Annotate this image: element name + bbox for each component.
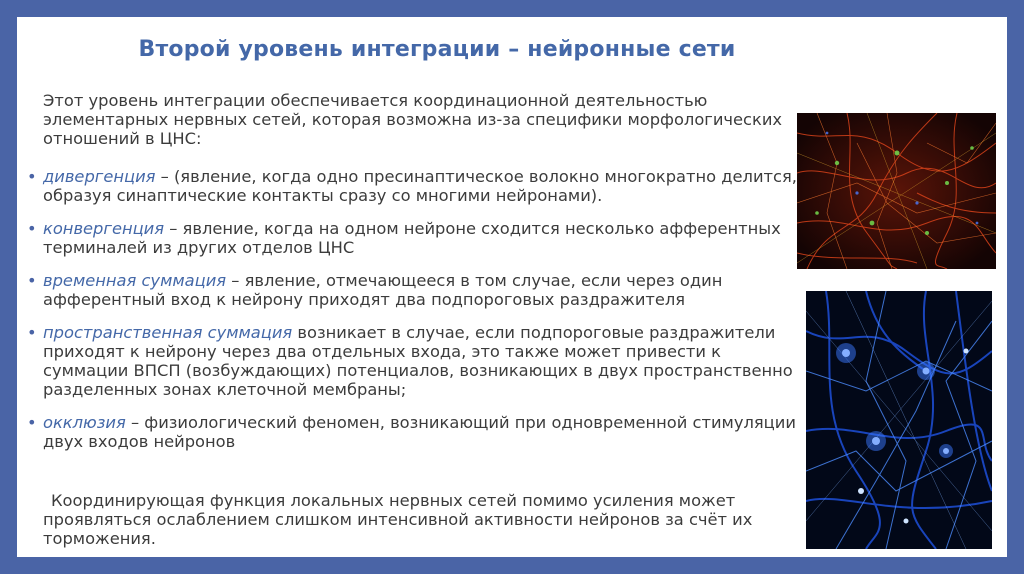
bullet-convergence xyxy=(27,219,807,257)
bullet-term: дивергенция xyxy=(43,167,156,186)
bullet-list xyxy=(27,167,807,465)
intro-paragraph: Этот уровень интеграции обеспечивается координационной деятельностью элементарных нервных сетей, которая возможна из-за специфики морфологических отношений в ЦНС: xyxy=(43,91,783,148)
bullet-term: временная суммация xyxy=(43,271,227,290)
bullet-text: – явление, отмечающееся в том случае, если через один афферентный вход к нейрону приходят два подпороговых раздражителя xyxy=(43,271,723,309)
bullet-occlusion xyxy=(27,413,807,451)
closing-paragraph: Координирующая функция локальных нервных сетей помимо усиления может проявляться ослаблением слишком интенсивной активности нейронов за счёт их торможения. xyxy=(43,491,753,548)
bullet-text: возникает в случае, если подпороговые раздражители приходят к нейрону через два отдельных входа, это также может привести к суммации ВПСП (возбуждающих) потенциалов, возникающих в двух пространственно разделенных зонах клеточной мембраны; xyxy=(43,323,793,399)
bullet-divergence xyxy=(27,167,807,205)
slide xyxy=(17,17,1007,557)
bullet-text: – явление, когда на одном нейроне сходится несколько афферентных терминалей из других отделов ЦНС xyxy=(43,219,781,257)
bullet-text: – физиологический феномен, возникающий при одновременной стимуляции двух входов нейронов xyxy=(43,413,796,451)
neuron-network-blue-image xyxy=(806,291,992,549)
bullet-term: конвергенция xyxy=(43,219,165,238)
bullet-temporal-summation xyxy=(27,271,807,309)
bullet-text: – (явление, когда одно пресинаптическое волокно многократно делится, образуя синаптические контакты сразу со многими нейронами). xyxy=(43,167,797,205)
slide-title: Второй уровень интеграции – нейронные сети xyxy=(138,37,736,62)
bullet-term: пространственная суммация xyxy=(43,323,293,342)
neuron-network-red-image xyxy=(797,113,996,269)
slide-content xyxy=(17,17,807,557)
bullet-term: окклюзия xyxy=(43,413,126,432)
bullet-spatial-summation xyxy=(27,323,807,399)
